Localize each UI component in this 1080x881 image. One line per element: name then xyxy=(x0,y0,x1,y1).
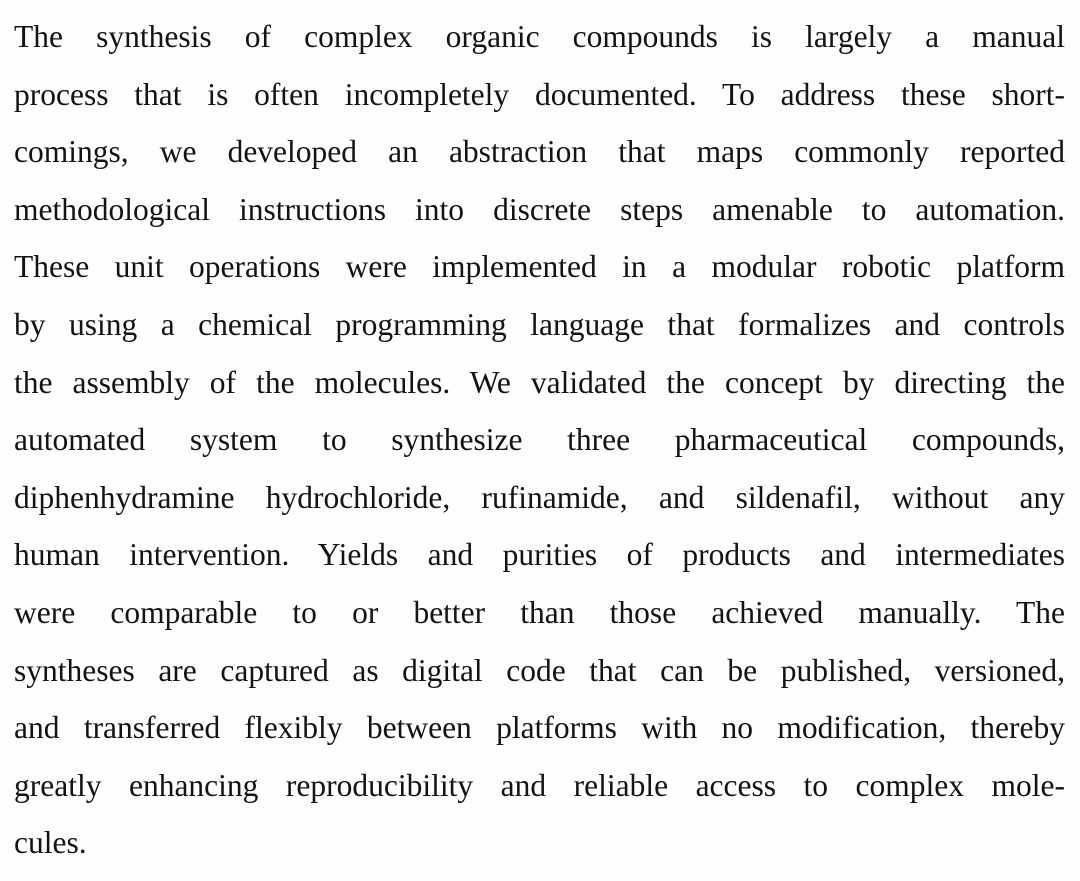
abstract-line: greatly enhancing reproducibility and reliable access to complex mole- xyxy=(14,767,1065,803)
abstract-line: diphenhydramine hydrochloride, rufinamide, and sildenafil, without any xyxy=(14,479,1065,515)
abstract-line: These unit operations were implemented in a modular robotic platform xyxy=(14,249,1065,285)
abstract-line: the assembly of the molecules. We validated the concept by directing the xyxy=(14,364,1065,400)
abstract-line: by using a chemical programming language that formalizes and controls xyxy=(14,306,1065,342)
abstract-line: automated system to synthesize three pharmaceutical compounds, xyxy=(14,422,1065,458)
abstract-line: methodological instructions into discrete steps amenable to automation. xyxy=(14,191,1065,227)
abstract-line: The synthesis of complex organic compounds is largely a manual xyxy=(14,19,1065,54)
abstract-line: syntheses are captured as digital code that can be published, versioned, xyxy=(14,652,1065,688)
abstract-text xyxy=(14,8,1065,872)
abstract-line: comings, we developed an abstraction that maps commonly reported xyxy=(14,134,1065,170)
abstract-line: were comparable to or better than those achieved manually. The xyxy=(14,594,1065,630)
abstract-line: cules. xyxy=(14,825,87,861)
abstract-line: and transferred flexibly between platforms with no modification, thereby xyxy=(14,710,1065,746)
abstract-line: human intervention. Yields and purities of products and intermediates xyxy=(14,537,1065,573)
abstract-line: process that is often incompletely documented. To address these short- xyxy=(14,76,1065,112)
